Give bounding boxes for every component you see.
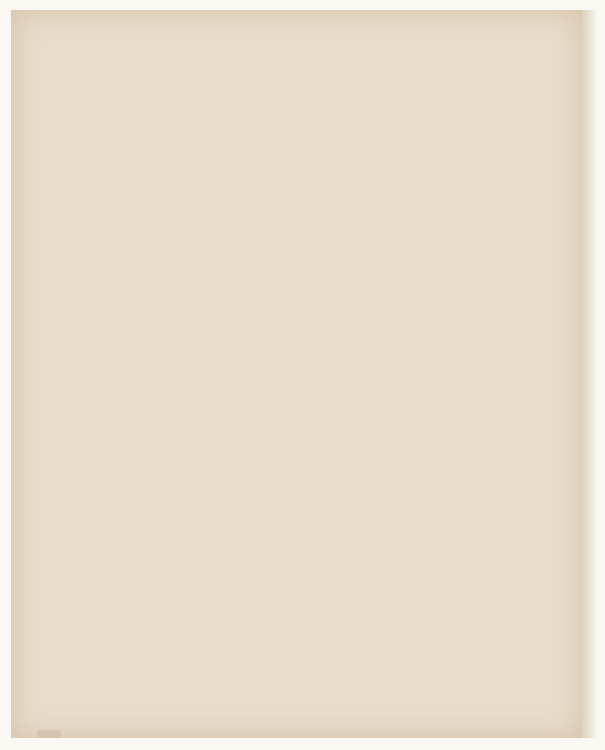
manuscript-page — [11, 10, 582, 738]
page-edge-mark — [37, 730, 61, 738]
